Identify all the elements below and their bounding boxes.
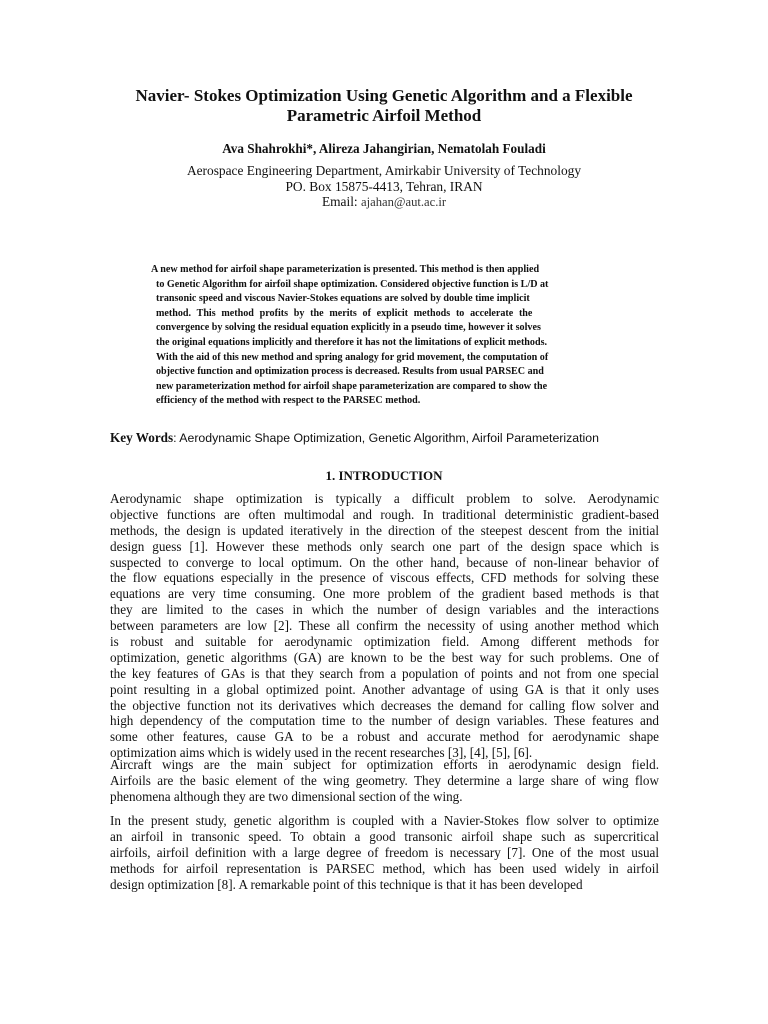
affiliation-line-1: Aerospace Engineering Department, Amirkabir University of Technology [186,163,582,178]
email-address[interactable]: ajahan@aut.ac.ir [361,195,447,209]
section-heading-introduction: 1. INTRODUCTION [325,468,443,483]
text-line: design guess [1]. However these methods only search one part of the design space which is [110,538,659,554]
text-line: Aerodynamic shape optimization is typically a difficult problem to solve. Aerodynamic [110,491,659,506]
paragraph-2 [110,757,659,805]
abstract-line: With the aid of this new method and spring analogy for grid movement, the computation of [156,351,549,363]
text-line: Airfoils are the basic element of the wing geometry. They determine a large share of wing flow [110,772,659,788]
text-line: optimization aims which is widely used in the recent researches [3], [4], [5], [6]. [110,745,533,761]
text-line: high dependency of the computation time to the number of design variables. These features and [110,713,659,729]
affiliation-block [60,163,708,211]
title-line-2: Parametric Airfoil Method [286,106,482,125]
text-line: point resulting in a global optimized point. Another advantage of using GA is that it only uses [110,681,659,697]
text-line: the flow equations especially in the presence of viscous effects, CFD methods for solving these [110,570,659,586]
abstract-line: method. This method profits by the merits of explicit methods to accelerate the [156,307,533,319]
abstract-line: the original equations implicitly and therefore it has not the limitations of explicit methods. [156,336,548,348]
abstract-line: A new method for airfoil shape parameterization is presented. This method is then applied [151,264,540,275]
text-line: airfoils, airfoil definition with a large degree of freedom is necessary [7]. One of the most usual [110,844,659,860]
abstract-line: new parameterization method for airfoil shape parameterization are compared to show the [156,380,548,392]
abstract-line: to Genetic Algorithm for airfoil shape optimization. Considered objective function is L/D at [156,278,549,290]
abstract-line: efficiency of the method with respect to the PARSEC method. [156,395,421,407]
keywords [110,430,670,446]
author-list: Ava Shahrokhi*, Alireza Jahangirian, Nematolah Fouladi [222,141,546,156]
paragraph-1 [110,491,659,761]
text-line: suspected to converge to local optimum. On the other hand, because of non-linear behavior of [110,554,659,570]
text-line: equations are very time consuming. One more problem of the gradient based methods is that [110,586,659,602]
keywords-label: Key Words [110,430,174,445]
text-line: objective functions are often multimodal and rough. In traditional deterministic gradient-based [110,506,659,522]
keywords-list: : Aerodynamic Shape Optimization, Genetic Algorithm, Airfoil Parameterization [173,431,599,445]
text-line: design optimization [8]. A remarkable point of this technique is that it has been developed [110,876,583,892]
text-line: an airfoil in transonic speed. To obtain a good transonic airfoil shape such as supercritical [110,828,659,844]
abstract [151,263,609,409]
text-line: In the present study, genetic algorithm is coupled with a Navier-Stokes flow solver to optimize [110,813,659,828]
text-line: optimization, genetic algorithms (GA) are known to be the best way for such problems. One of [110,649,659,665]
abstract-line: transonic speed and viscous Navier-Stokes equations are solved by double time implicit [156,293,530,305]
text-line: is robust and suitable for aerodynamic optimization field. Among different methods for [110,634,659,650]
text-line: between parameters are low [2]. These all confirm the necessity of using another method which [110,618,659,634]
text-line: phenomena although they are two dimensional section of the wing. [110,788,463,804]
title-line-1: Navier- Stokes Optimization Using Genetic Algorithm and a Flexible [135,86,633,105]
text-line: methods, the design is updated iteratively in the direction of the steepest descent from the initial [110,522,659,538]
paper-title [60,86,708,126]
paragraph-3 [110,813,659,892]
abstract-line: convergence by solving the residual equation explicitly in a pseudo time, however it solves [156,322,541,334]
text-line: the objective function not its derivatives which decreases the demand for calling flow solver and [110,697,659,713]
text-line: they are limited to the cases in which the number of design variables and the interactions [110,602,659,618]
text-line: methods for airfoil representation is PARSEC method, which has been used widely in airfoil [110,860,659,876]
abstract-line: objective function and optimization process is decreased. Results from usual PARSEC and [156,366,544,378]
affiliation-line-2: PO. Box 15875-4413, Tehran, IRAN [285,178,483,194]
email-line [60,194,708,211]
text-line: Aircraft wings are the main subject for optimization efforts in aerodynamic design field. [110,757,659,772]
text-line: some other features, cause GA to be a robust and accurate method for aerodynamic shape [110,729,659,745]
text-line: the key features of GAs is that they search from a population of points and not from one special [110,665,659,681]
email-label: Email: [321,194,362,209]
